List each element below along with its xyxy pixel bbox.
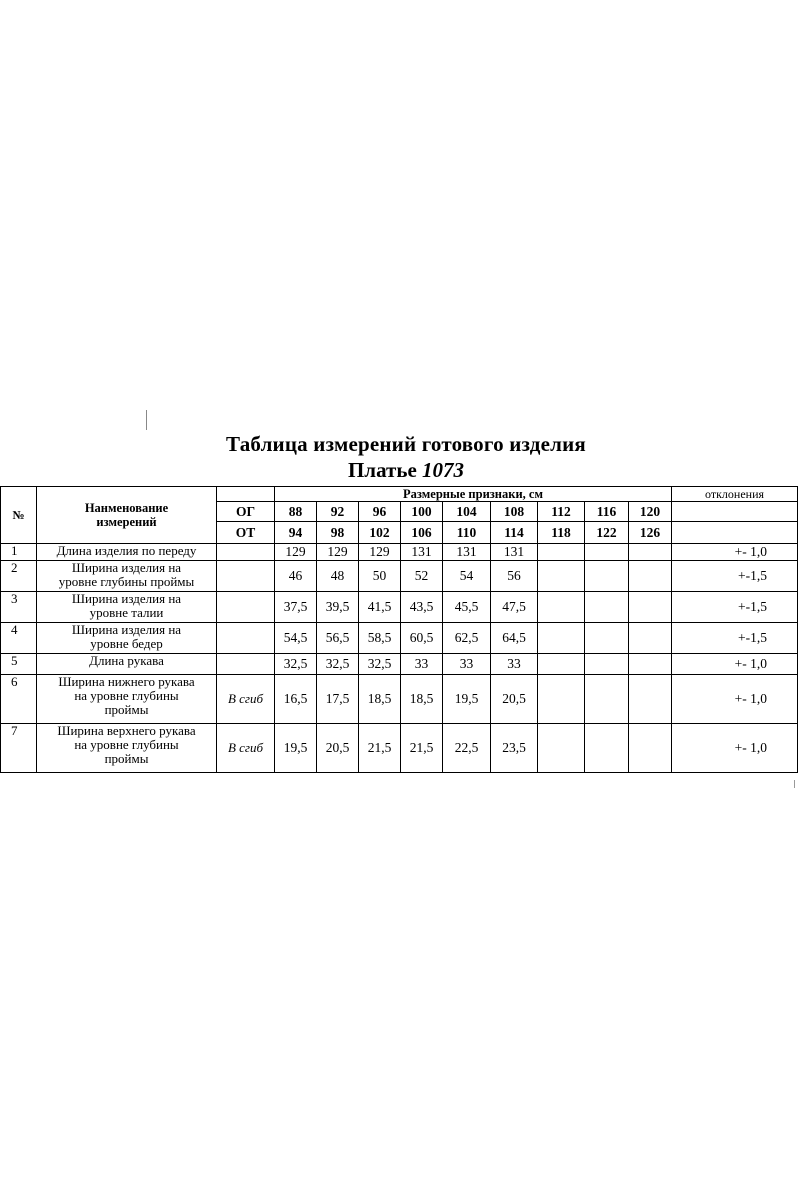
document-subtitle (0, 457, 800, 483)
row-number: 4 (1, 623, 37, 654)
measurement-value (629, 544, 672, 561)
ot-label: ОТ (217, 522, 275, 544)
deviation-value: +-1,5 (672, 561, 798, 592)
measurement-value: 64,5 (491, 623, 538, 654)
document-title: Таблица измерений готового изделия (226, 432, 586, 456)
measurements-table (0, 486, 798, 773)
measurement-value: 21,5 (359, 724, 401, 773)
subtitle-prefix: Платье (347, 458, 417, 482)
measurement-name (37, 654, 217, 675)
ot-deviation-blank (672, 522, 798, 544)
header-name-text: Нанменование измерений (84, 501, 169, 529)
measurement-name-text: Ширина изделия на уровне талии (71, 592, 182, 620)
measurement-name (37, 561, 217, 592)
measurement-value (629, 675, 672, 724)
measurement-value (629, 724, 672, 773)
measurement-value: 23,5 (491, 724, 538, 773)
og-size-value: 120 (629, 502, 672, 522)
measurement-value: 46 (275, 561, 317, 592)
measurement-value: 19,5 (275, 724, 317, 773)
table-row (1, 561, 798, 592)
measurement-value: 33 (443, 654, 491, 675)
measurement-note (217, 623, 275, 654)
header-size-features: Размерные признаки, см (275, 487, 672, 502)
measurement-value: 33 (401, 654, 443, 675)
og-deviation-blank (672, 502, 798, 522)
og-size-value: 108 (491, 502, 538, 522)
measurement-value: 52 (401, 561, 443, 592)
measurement-value: 131 (401, 544, 443, 561)
measurement-value (538, 592, 585, 623)
measurement-value (585, 654, 629, 675)
measurement-value: 39,5 (317, 592, 359, 623)
measurement-value (538, 654, 585, 675)
deviation-value: +- 1,0 (672, 544, 798, 561)
table-row (1, 544, 798, 561)
table-row (1, 724, 798, 773)
measurement-value (538, 561, 585, 592)
og-size-value: 112 (538, 502, 585, 522)
measurement-value (538, 724, 585, 773)
deviation-value: +- 1,0 (672, 675, 798, 724)
measurement-value: 129 (275, 544, 317, 561)
measurement-value: 129 (359, 544, 401, 561)
measurement-name-text: Ширина изделия на уровне глубины проймы (58, 561, 195, 589)
measurement-note: В сгиб (217, 724, 275, 773)
measurement-value: 18,5 (359, 675, 401, 724)
measurement-value: 43,5 (401, 592, 443, 623)
measurement-name-text: Ширина верхнего рукава на уровне глубины проймы (57, 724, 196, 766)
og-size-value: 104 (443, 502, 491, 522)
header-name (37, 487, 217, 544)
ot-size-value: 102 (359, 522, 401, 544)
deviation-value: +-1,5 (672, 592, 798, 623)
row-number: 3 (1, 592, 37, 623)
measurement-value (538, 623, 585, 654)
ot-size-value: 98 (317, 522, 359, 544)
og-size-value: 96 (359, 502, 401, 522)
measurement-name (37, 544, 217, 561)
measurement-value: 47,5 (491, 592, 538, 623)
measurement-name-text: Длина рукава (89, 654, 164, 668)
measurement-name-text: Длина изделия по переду (56, 544, 197, 558)
row-number: 1 (1, 544, 37, 561)
measurement-name (37, 724, 217, 773)
measurement-value (538, 675, 585, 724)
measurement-value: 20,5 (317, 724, 359, 773)
measurement-note (217, 592, 275, 623)
measurement-value: 32,5 (359, 654, 401, 675)
measurement-name-text: Ширина изделия на уровне бедер (71, 623, 182, 651)
measurement-value (585, 623, 629, 654)
measurement-name (37, 675, 217, 724)
measurement-value (585, 544, 629, 561)
measurement-name (37, 592, 217, 623)
ot-size-value: 114 (491, 522, 538, 544)
measurement-value: 62,5 (443, 623, 491, 654)
header-deviations: отклонения (672, 487, 798, 502)
measurement-value: 32,5 (275, 654, 317, 675)
edge-mark (794, 780, 800, 788)
measurement-value (629, 654, 672, 675)
measurement-value: 45,5 (443, 592, 491, 623)
text-cursor-mark (146, 410, 147, 430)
deviation-value: +-1,5 (672, 623, 798, 654)
deviation-value: +- 1,0 (672, 654, 798, 675)
ot-size-value: 106 (401, 522, 443, 544)
model-number: 1073 (422, 458, 465, 482)
og-size-value: 100 (401, 502, 443, 522)
row-number: 7 (1, 724, 37, 773)
measurement-value: 48 (317, 561, 359, 592)
measurement-value: 32,5 (317, 654, 359, 675)
ot-size-value: 118 (538, 522, 585, 544)
header-no: № (1, 487, 37, 544)
measurement-value: 54 (443, 561, 491, 592)
measurement-name-text: Ширина нижнего рукава на уровне глубины проймы (58, 675, 195, 717)
og-size-value: 116 (585, 502, 629, 522)
measurement-note: В сгиб (217, 675, 275, 724)
header-row-1 (1, 487, 798, 502)
measurement-value: 21,5 (401, 724, 443, 773)
ot-size-value: 122 (585, 522, 629, 544)
row-number: 5 (1, 654, 37, 675)
measurement-value: 17,5 (317, 675, 359, 724)
measurement-value: 50 (359, 561, 401, 592)
measurement-value (629, 592, 672, 623)
measurement-value: 58,5 (359, 623, 401, 654)
row-number: 2 (1, 561, 37, 592)
measurement-value: 22,5 (443, 724, 491, 773)
measurement-value: 60,5 (401, 623, 443, 654)
measurement-value (629, 623, 672, 654)
table-row (1, 592, 798, 623)
measurement-value: 41,5 (359, 592, 401, 623)
measurement-value: 37,5 (275, 592, 317, 623)
table-row (1, 654, 798, 675)
ot-size-value: 110 (443, 522, 491, 544)
table-row (1, 623, 798, 654)
deviation-value: +- 1,0 (672, 724, 798, 773)
measurement-value (629, 561, 672, 592)
measurement-value: 18,5 (401, 675, 443, 724)
measurement-value (585, 724, 629, 773)
measurement-value: 20,5 (491, 675, 538, 724)
measurement-value: 56,5 (317, 623, 359, 654)
measurement-note (217, 561, 275, 592)
og-label: ОГ (217, 502, 275, 522)
og-size-value: 88 (275, 502, 317, 522)
measurement-value: 54,5 (275, 623, 317, 654)
measurement-value: 56 (491, 561, 538, 592)
measurement-note (217, 544, 275, 561)
measurement-value (585, 675, 629, 724)
row-number: 6 (1, 675, 37, 724)
measurement-note (217, 654, 275, 675)
measurement-value (538, 544, 585, 561)
og-size-value: 92 (317, 502, 359, 522)
ot-size-value: 94 (275, 522, 317, 544)
ot-size-value: 126 (629, 522, 672, 544)
measurement-value (585, 561, 629, 592)
header-blank (217, 487, 275, 502)
measurement-value: 16,5 (275, 675, 317, 724)
measurement-value (585, 592, 629, 623)
table-row (1, 675, 798, 724)
measurement-value: 33 (491, 654, 538, 675)
measurement-value: 19,5 (443, 675, 491, 724)
measurement-name (37, 623, 217, 654)
measurement-value: 131 (491, 544, 538, 561)
measurement-value: 131 (443, 544, 491, 561)
measurement-value: 129 (317, 544, 359, 561)
